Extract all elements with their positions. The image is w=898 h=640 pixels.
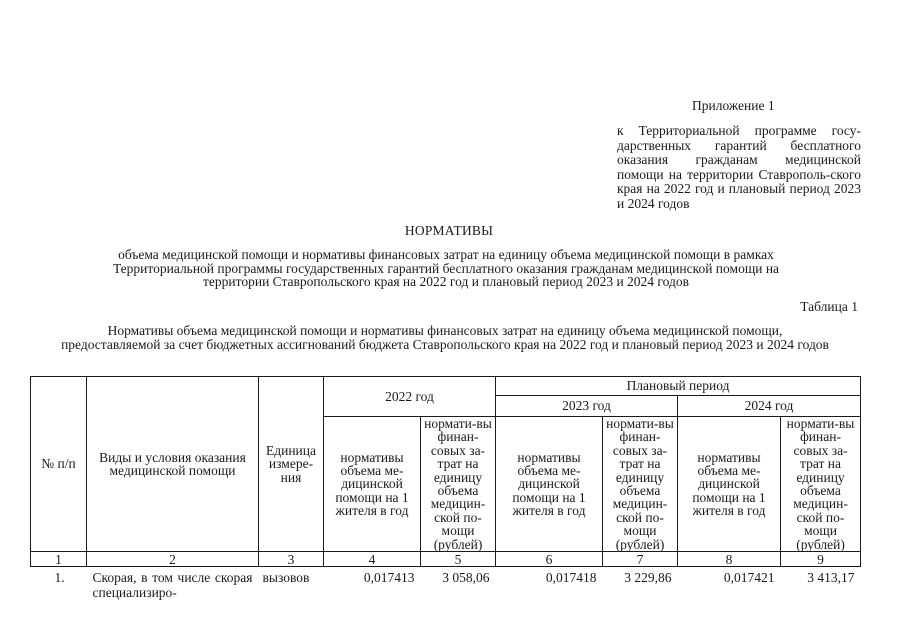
row-finance-2022: 3 058,06 — [442, 570, 490, 586]
row-unit: вызовов — [262, 570, 310, 586]
header-year-2024: 2024 год — [678, 396, 861, 417]
column-number: 7 — [603, 552, 678, 567]
header-types: Виды и условия оказания медицинской помощи — [87, 377, 259, 552]
column-number: 8 — [678, 552, 781, 567]
column-number: 1 — [31, 552, 87, 567]
row-finance-2023: 3 229,86 — [624, 570, 672, 586]
header-volume-2024: нормативы объема ме-дицинской помощи на 1 жителя в год — [678, 417, 781, 552]
column-number: 4 — [324, 552, 421, 567]
header-year-2023: 2023 год — [496, 396, 678, 417]
header-num: № п/п — [31, 377, 87, 552]
table-caption: Нормативы объема медицинской помощи и нормативы финансовых затрат на единицу объема медицинской помощи, предоставляемой за счет бюджетных ассигнований бюджета Ставропольского края на 2022 год и плановый период 2023 и 2024 годов — [61, 323, 829, 352]
header-finance-2022: нормати-вы финан-совых за-трат на единицу объема медицин-ской по-мощи (рублей) — [421, 417, 496, 552]
column-number: 6 — [496, 552, 603, 567]
row-volume-2022: 0,017413 — [363, 570, 415, 586]
appendix-text: к Территориальной программе госу-дарственных гарантий бесплатного оказания гражданам медицинской помощи на территории Ставрополь-ского края на 2022 год и плановый период 2023 и 2024 годов — [617, 123, 861, 211]
header-volume-2022: нормативы объема ме-дицинской помощи на 1 жителя в год — [324, 417, 421, 552]
table-label: Таблица 1 — [800, 299, 858, 314]
row-name: Скорая, в том числе скорая специализиро- — [92, 570, 253, 601]
row-volume-2024: 0,017421 — [723, 570, 775, 586]
column-number-row — [31, 552, 861, 567]
column-number: 9 — [781, 552, 861, 567]
header-year-2022: 2022 год — [324, 377, 496, 417]
header-volume-2023: нормативы объема ме-дицинской помощи на 1 жителя в год — [496, 417, 603, 552]
column-number: 5 — [421, 552, 496, 567]
appendix-title: Приложение 1 — [692, 98, 775, 113]
header-finance-2023: нормати-вы финан-совых за-трат на единицу объема медицин-ской по-мощи (рублей) — [603, 417, 678, 552]
column-number: 2 — [87, 552, 259, 567]
row-number: 1. — [54, 570, 65, 586]
header-unit: Единица измере-ния — [259, 377, 324, 552]
row-finance-2024: 3 413,17 — [807, 570, 855, 586]
document-subtitle: объема медицинской помощи и нормативы финансовых затрат на единицу объема медицинской помощи в рамках Территориальной программы государственных гарантий бесплатного оказания гражданам медицинской помощи на территории Ставропольского края на 2022 год и плановый период 2023 и 2024 годов — [112, 247, 780, 290]
document-title: НОРМАТИВЫ — [404, 223, 494, 238]
column-number: 3 — [259, 552, 324, 567]
header-finance-2024: нормати-вы финан-совых за-трат на единицу объема медицин-ской по-мощи (рублей) — [781, 417, 861, 552]
header-planned-period: Плановый период — [496, 377, 861, 396]
row-volume-2023: 0,017418 — [545, 570, 597, 586]
table-row — [31, 567, 861, 601]
norms-table — [30, 376, 861, 600]
